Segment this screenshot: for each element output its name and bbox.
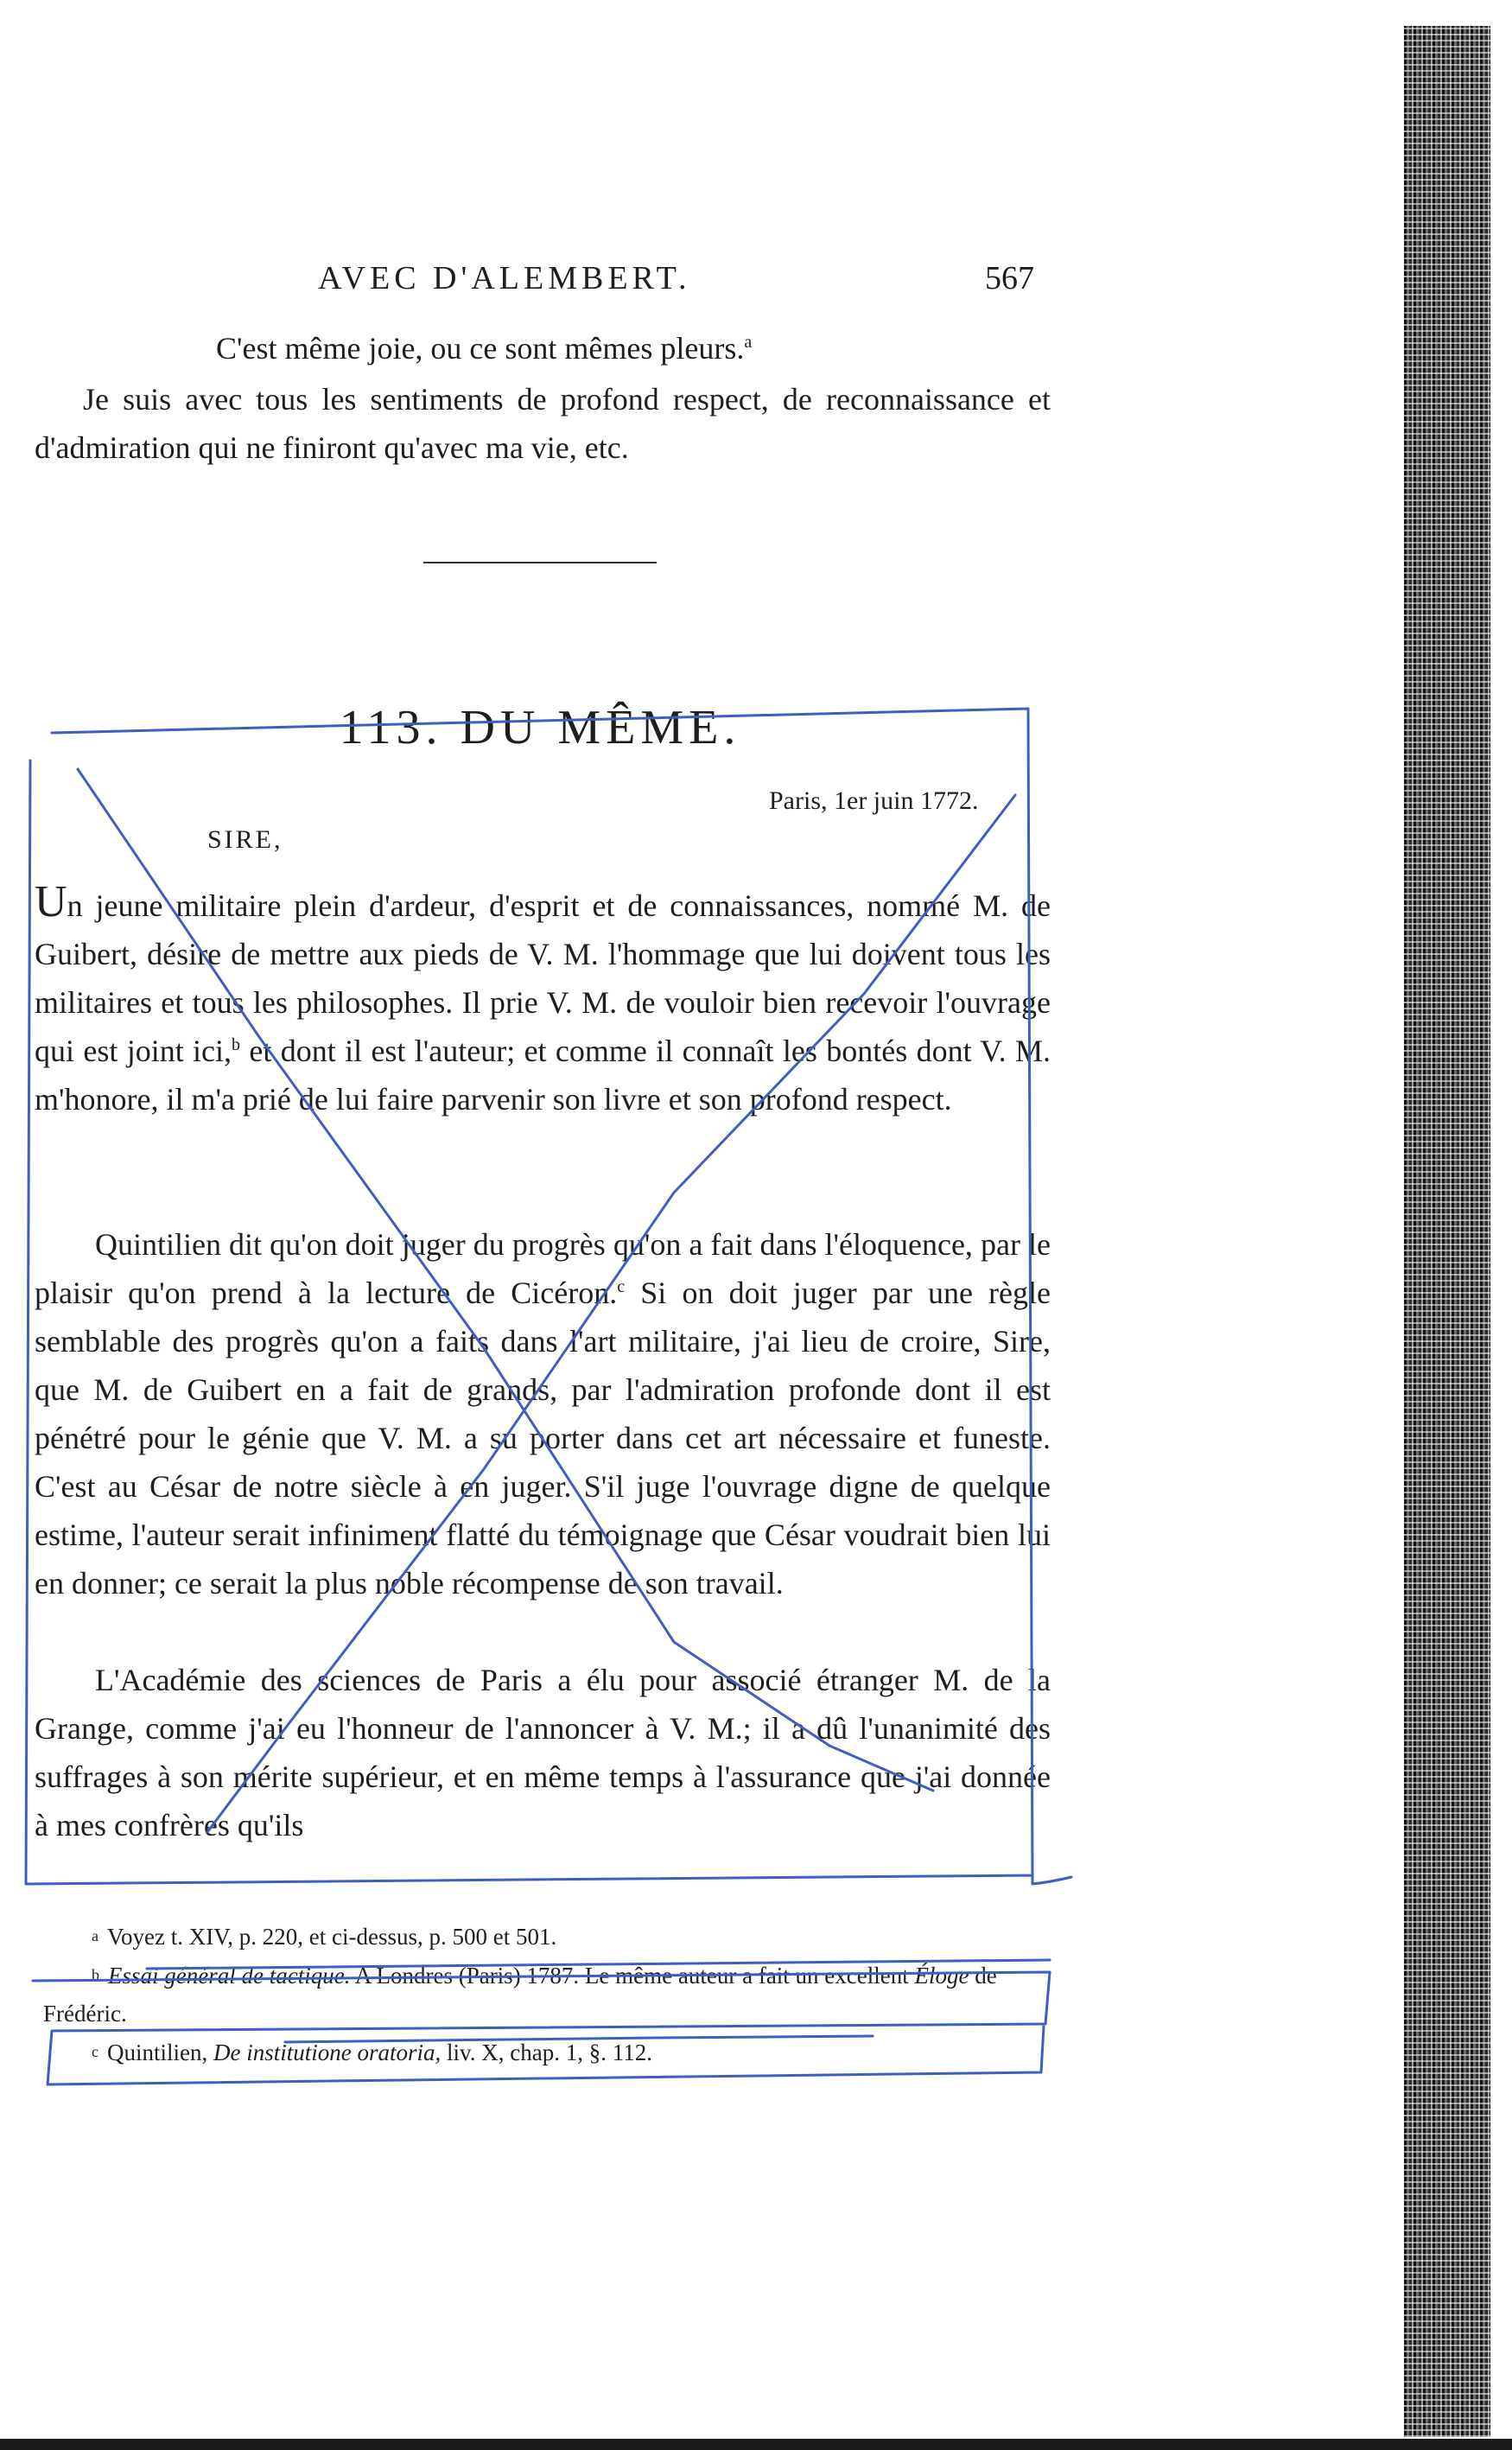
scanned-page-edge <box>1404 26 1490 2437</box>
letter-paragraph-2: Quintilien dit qu'on doit juger du progrès qu'on a fait dans l'éloquence, par le plaisir qu'on prend à la lecture de Cicéron.$^c$ Si on doit juger par une règle semblable des progrès qu'on a faits dans l'art militaire, j'ai lieu de croire, Sire, que M. de Guibert en a fait de grands, par l'admiration profonde dont il est pénétré pour le génie que V. M. a su porter dans cet art nécessaire et funeste. C'est au César de notre siècle à en juger. S'il juge l'ouvrage digne de quelque estime, l'auteur serait infiniment flatté du témoignage que César voudrait bien lui en donner; ce serait la plus noble récompense de son travail. <box>35 1227 1051 1600</box>
running-head: AVEC D'ALEMBERT. <box>318 260 691 296</box>
note-ref-c: c <box>617 1277 626 1296</box>
letter-title: 113. DU MÊME. <box>339 701 741 754</box>
closing-formula: Je suis avec tous les sentiments de profond respect, de reconnaissance et d'admiration qui ne finiront qu'avec ma vie, etc. <box>35 382 1051 465</box>
note-ref-a: a <box>744 333 753 352</box>
note-ref-b: b <box>232 1035 241 1054</box>
letter-salutation: SIRE, <box>207 825 283 854</box>
footnotes <box>43 1917 1045 2071</box>
letter-dateline: Paris, 1er juin 1772. <box>769 786 979 815</box>
footnote-b: b Essai général de tactique. A Londres (Paris) 1787. Le même auteur a fait un excellent Éloge de Frédéric. <box>43 1963 997 2027</box>
closing-verse: C'est même joie, ou ce sont mêmes pleurs.$^a$ <box>216 331 753 366</box>
letter-paragraph-1: Un jeune militaire plein d'ardeur, d'esprit et de connaissances, nommé M. de Guibert, désire de mettre aux pieds de V. M. l'hommage que lui doivent tous les militaires et tous les philosophes. Il prie V. M. de vouloir bien recevoir l'ouvrage qui est joint ici,$^b$ et dont il est l'auteur; et comme il connaît les bontés dont V. M. m'honore, il m'a prié de lui faire parvenir son livre et son profond respect. <box>35 877 1051 1117</box>
page-number: 567 <box>985 260 1034 296</box>
letter-paragraph-3: L'Académie des sciences de Paris a élu pour associé étranger M. de la Grange, comme j'ai eu l'honneur de l'annoncer à V. M.; il a dû l'unanimité des suffrages à son mérite supérieur, et en même temps à l'assurance que j'ai donnée à mes confrères qu'ils <box>35 1663 1051 1842</box>
scanned-bottom-edge <box>0 2439 1512 2450</box>
footnote-c: c Quintilien, De institutione oratoria, liv. X, chap. 1, §. 112. <box>92 2040 652 2065</box>
footnote-a: a Voyez t. XIV, p. 220, et ci-dessus, p. 500 et 501. <box>92 1924 557 1950</box>
drop-cap: U <box>35 877 67 926</box>
section-divider <box>423 562 657 563</box>
